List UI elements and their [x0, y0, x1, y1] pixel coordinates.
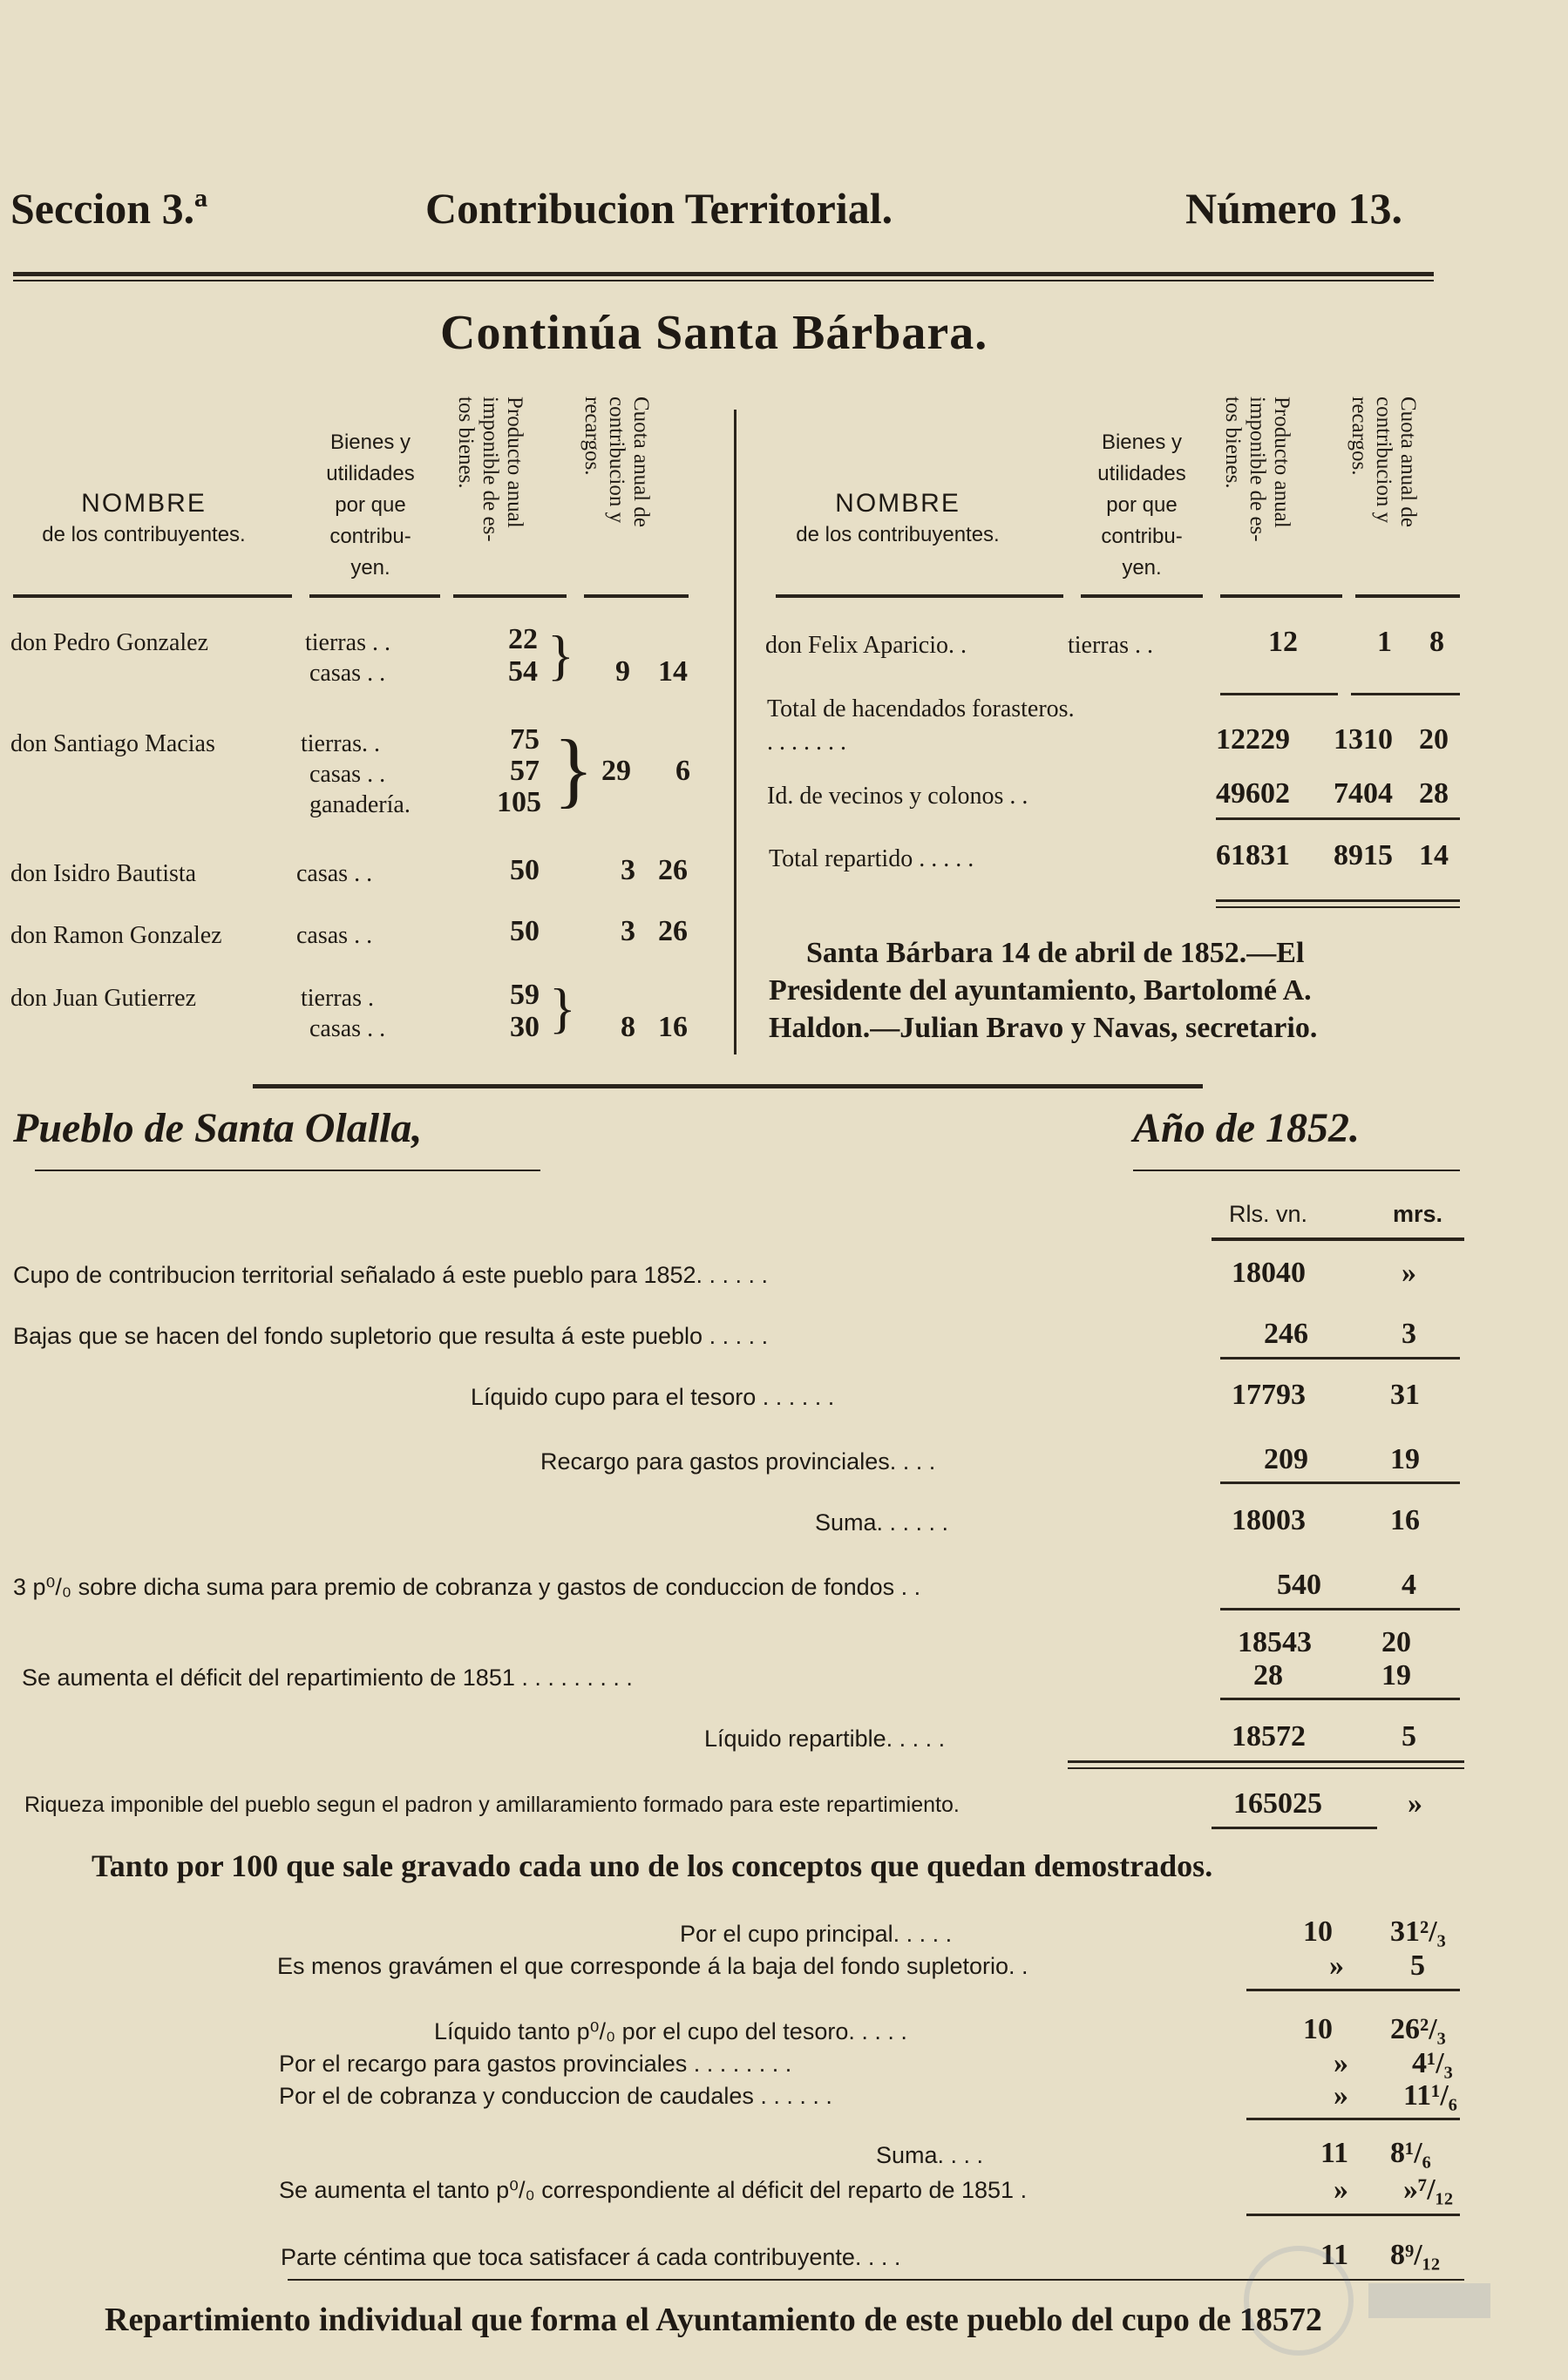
rls-value: 18003 — [1232, 1504, 1306, 1536]
cuota-rls: 3 — [621, 915, 635, 947]
brace: } — [549, 977, 576, 1039]
property-item: casas . . — [309, 1015, 386, 1042]
col-rls-header: Rls. vn. — [1229, 1201, 1308, 1227]
mrs-value: 4 — [1402, 1569, 1416, 1601]
mrs-value: 19 — [1390, 1443, 1420, 1475]
sum-rule — [1220, 693, 1338, 695]
mrs-value: 31 — [1390, 1379, 1420, 1411]
cuota-mrs: 26 — [658, 854, 688, 886]
col-cuota-line: recargos. — [580, 397, 604, 476]
tanto-a: 11 — [1320, 2239, 1349, 2271]
sum-rule — [1220, 1608, 1460, 1610]
mrs-value: 20 — [1381, 1626, 1411, 1658]
value: 54 — [508, 655, 538, 688]
mrs-value: 19 — [1381, 1659, 1411, 1692]
closing-line: Haldon.—Julian Bravo y Navas, secretario. — [769, 1012, 1318, 1044]
section-divider — [253, 1084, 1203, 1088]
cuota-mrs: 8 — [1429, 626, 1444, 658]
bajas-line: Bajas que se hacen del fondo supletorio que resulta á este pueblo . . . . . — [13, 1323, 769, 1349]
col-producto-line: tos bienes. — [454, 397, 478, 489]
mrs-value: 16 — [1390, 1504, 1420, 1536]
sum-rule — [1246, 2214, 1460, 2216]
col-bienes-line: por que — [1106, 493, 1178, 517]
property-item: casas . . — [296, 860, 373, 887]
header-rule — [13, 272, 1434, 276]
olalla-year: Año de 1852. — [1133, 1105, 1361, 1151]
col-producto-header-right — [1220, 397, 1293, 593]
property-item: casas . . — [309, 660, 386, 687]
deficit-line: Se aumenta el déficit del repartimiento de 1851 . . . . . . . . . — [22, 1665, 633, 1691]
col-producto-line: tos bienes. — [1221, 397, 1245, 489]
tanto-line: Por el recargo para gastos provinciales . . . . . . . . — [279, 2051, 792, 2077]
sum-rule — [1220, 1482, 1460, 1484]
value: 105 — [497, 786, 541, 818]
cuota-mrs: 28 — [1419, 777, 1449, 810]
rls-value: 28 — [1253, 1659, 1283, 1692]
tanto-b: 5 — [1410, 1949, 1425, 1982]
olalla-title: Pueblo de Santa Olalla, — [13, 1105, 423, 1151]
contributor-name: don Pedro Gonzalez — [10, 629, 209, 656]
col-producto-header — [453, 397, 526, 593]
col-bienes-line: yen. — [1122, 556, 1162, 580]
col-bienes-line: por que — [335, 493, 406, 517]
col-name-sub: de los contribuyentes. — [796, 523, 1000, 546]
rls-value: 18040 — [1232, 1257, 1306, 1289]
sum-rule — [1351, 693, 1460, 695]
total-repartido-label: Total repartido . . . . . — [769, 845, 974, 872]
value: 61831 — [1216, 839, 1290, 871]
tanto-a: 11 — [1320, 2137, 1349, 2169]
col-name-label: NOMBRE — [835, 489, 960, 518]
rls-value: 18543 — [1238, 1626, 1312, 1658]
tanto-a: » — [1334, 2079, 1348, 2112]
tanto-a: » — [1334, 2173, 1348, 2206]
tanto-b: 8⁹/₁₂ — [1390, 2239, 1441, 2271]
rls-value: 246 — [1264, 1318, 1308, 1350]
property-item: ganadería. — [309, 791, 411, 818]
col-name-sub: de los contribuyentes. — [42, 523, 246, 546]
col-bienes-line: utilidades — [1097, 462, 1186, 485]
col-rule — [453, 594, 567, 598]
sum-rule — [1068, 1767, 1464, 1769]
col-rule — [13, 594, 292, 598]
value: 50 — [510, 915, 540, 947]
brace: } — [553, 722, 594, 816]
sum-rule — [1246, 2118, 1460, 2120]
continua-title: Continúa Santa Bárbara. — [440, 306, 988, 360]
col-rule — [1220, 594, 1342, 598]
sum-rule — [1212, 1827, 1377, 1829]
property-item: tierras . . — [1068, 632, 1153, 659]
value: 57 — [510, 755, 540, 787]
col-cuota-line: contribucion y — [1372, 397, 1395, 524]
col-bienes-header — [301, 427, 440, 584]
tanto-line: Por el cupo principal. . . . . — [680, 1921, 953, 1947]
col-rule — [309, 594, 440, 598]
cuota-mrs: 20 — [1419, 723, 1449, 756]
tanto-a: » — [1329, 1949, 1344, 1982]
rls-value: 540 — [1277, 1569, 1321, 1601]
contributor-name: don Juan Gutierrez — [10, 985, 197, 1012]
cuota-rls: 3 — [621, 854, 635, 886]
value: 12229 — [1216, 723, 1290, 756]
premio-cobranza-line: 3 p⁰/₀ sobre dicha suma para premio de cobranza y gastos de conduccion de fondos . . — [13, 1574, 921, 1600]
mrs-value: » — [1408, 1787, 1422, 1820]
sum-rule — [1220, 1698, 1460, 1700]
tanto-line: Suma. . . . — [876, 2142, 984, 2168]
col-cuota-header — [580, 397, 653, 593]
col-rule — [1081, 594, 1203, 598]
sum-rule — [1216, 906, 1460, 908]
tanto-b: »⁷/₁₂ — [1403, 2173, 1454, 2206]
cupo-line: Cupo de contribucion territorial señalado á este pueblo para 1852. . . . . . — [13, 1262, 769, 1288]
cuota-mrs: 14 — [1419, 839, 1449, 871]
total-vecinos-label: Id. de vecinos y colonos . . — [767, 783, 1028, 810]
suma-line: Suma. . . . . . — [815, 1509, 949, 1536]
tanto-a: 10 — [1303, 2013, 1333, 2045]
col-bienes-line: yen. — [350, 556, 390, 580]
title-rule — [1133, 1170, 1460, 1171]
tanto-line: Parte céntima que toca satisfacer á cada contribuyente. . . . — [281, 2244, 901, 2270]
mrs-value: 3 — [1402, 1318, 1416, 1350]
col-bienes-line: utilidades — [326, 462, 415, 485]
mrs-value: » — [1402, 1257, 1416, 1289]
col-bienes-header-right — [1072, 427, 1212, 584]
col-rule — [1212, 1237, 1464, 1241]
contributor-name: don Santiago Macias — [10, 730, 215, 757]
col-producto-line: imponible de es- — [479, 397, 502, 542]
sum-rule — [1246, 1989, 1460, 1991]
cuota-rls: 9 — [615, 655, 630, 688]
col-bienes-line: contribu- — [329, 525, 411, 548]
col-cuota-header-right — [1347, 397, 1420, 593]
rls-value: 165025 — [1233, 1787, 1322, 1820]
footer-heading: Repartimiento individual que forma el Ayuntamiento de este pueblo del cupo de 18572 — [105, 2302, 1322, 2338]
rls-value: 18572 — [1232, 1720, 1306, 1753]
value: 75 — [510, 723, 540, 756]
tanto-b: 26²/₃ — [1390, 2013, 1446, 2045]
recargo-line: Recargo para gastos provinciales. . . . — [540, 1448, 936, 1475]
col-cuota-line: contribucion y — [605, 397, 628, 524]
col-bienes-line: Bienes y — [329, 431, 411, 454]
tanto-title: Tanto por 100 que sale gravado cada uno de los conceptos que quedan demostrados. — [92, 1848, 1213, 1883]
sum-rule — [1068, 1760, 1464, 1763]
col-mrs-header: mrs. — [1393, 1201, 1443, 1227]
property-item: tierras . . — [305, 629, 390, 656]
closing-line: Santa Bárbara 14 de abril de 1852.—El — [806, 937, 1305, 969]
value: 59 — [510, 979, 540, 1011]
tanto-line: Se aumenta el tanto p⁰/₀ correspondiente al déficit del reparto de 1851 . — [279, 2177, 1028, 2203]
tanto-a: » — [1334, 2047, 1348, 2079]
col-rule — [1355, 594, 1460, 598]
contributor-name: don Ramon Gonzalez — [10, 922, 222, 949]
tanto-line: Líquido tanto p⁰/₀ por el cupo del tesoro. . . . . — [434, 2018, 907, 2044]
page-number: Número 13. — [1185, 184, 1403, 233]
tanto-line: Es menos gravámen el que corresponde á la baja del fondo supletorio. . — [277, 1953, 1028, 1979]
property-item: tierras. . — [301, 730, 380, 757]
value: 30 — [510, 1011, 540, 1043]
value: 12 — [1268, 626, 1298, 658]
col-cuota-line: Cuota anual de — [629, 397, 653, 527]
property-item: tierras . — [301, 985, 374, 1012]
tanto-a: 10 — [1303, 1916, 1333, 1948]
page-title: Contribucion Territorial. — [425, 184, 893, 233]
liquido-cupo-line: Líquido cupo para el tesoro . . . . . . — [471, 1384, 835, 1410]
title-rule — [35, 1170, 540, 1171]
tanto-b: 31²/₃ — [1390, 1916, 1446, 1948]
sum-rule — [1216, 817, 1460, 820]
tanto-b: 8¹/₆ — [1390, 2137, 1431, 2169]
col-bienes-line: Bienes y — [1101, 431, 1183, 454]
cuota-rls: 1310 — [1334, 723, 1393, 756]
contributor-name: don Isidro Bautista — [10, 860, 197, 887]
cuota-rls: 1 — [1377, 626, 1392, 658]
col-name-header-right — [767, 488, 1028, 551]
cuota-rls: 8 — [621, 1011, 635, 1043]
section-label: Seccion 3.ª — [10, 184, 208, 233]
tanto-line: Por el de cobranza y conduccion de caudales . . . . . . — [279, 2083, 832, 2109]
col-cuota-line: recargos. — [1347, 397, 1371, 476]
tanto-b: 4¹/₃ — [1412, 2047, 1453, 2079]
column-divider — [734, 410, 736, 1054]
cuota-mrs: 6 — [675, 755, 690, 787]
cuota-mrs: 14 — [658, 655, 688, 688]
header-rule-thin — [13, 280, 1434, 281]
archive-watermark-icon — [1220, 2231, 1499, 2370]
riqueza-line: Riqueza imponible del pueblo segun el padron y amillaramiento formado para este repartimiento. — [24, 1793, 960, 1817]
value: 50 — [510, 854, 540, 886]
mrs-value: 5 — [1402, 1720, 1416, 1753]
cuota-rls: 8915 — [1334, 839, 1393, 871]
value: 49602 — [1216, 777, 1290, 810]
rls-value: 17793 — [1232, 1379, 1306, 1411]
col-bienes-line: contribu- — [1101, 525, 1183, 548]
total-forasteros-label: Total de hacendados forasteros. . . . . . . . — [767, 695, 1075, 756]
sum-rule — [1220, 1357, 1460, 1360]
cuota-mrs: 16 — [658, 1011, 688, 1043]
brace: } — [547, 624, 574, 686]
liquido-repartible-line: Líquido repartible. . . . . — [704, 1726, 946, 1752]
rls-value: 209 — [1264, 1443, 1308, 1475]
cuota-rls: 29 — [601, 755, 631, 787]
sum-rule — [1216, 899, 1460, 902]
col-producto-line: Producto anual — [503, 397, 526, 528]
col-name-header — [13, 488, 275, 551]
col-producto-line: Producto anual — [1270, 397, 1293, 528]
cuota-mrs: 26 — [658, 915, 688, 947]
contributor-name: don Felix Aparicio. . — [765, 632, 967, 659]
col-rule — [776, 594, 1063, 598]
col-producto-line: imponible de es- — [1246, 397, 1269, 542]
col-cuota-line: Cuota anual de — [1396, 397, 1420, 527]
col-name-label: NOMBRE — [81, 489, 207, 518]
property-item: casas . . — [309, 761, 386, 788]
col-rule — [584, 594, 689, 598]
value: 22 — [508, 623, 538, 655]
closing-line: Presidente del ayuntamiento, Bartolomé A. — [769, 974, 1312, 1007]
tanto-b: 11¹/₆ — [1403, 2079, 1457, 2112]
property-item: casas . . — [296, 922, 373, 949]
cuota-rls: 7404 — [1334, 777, 1393, 810]
